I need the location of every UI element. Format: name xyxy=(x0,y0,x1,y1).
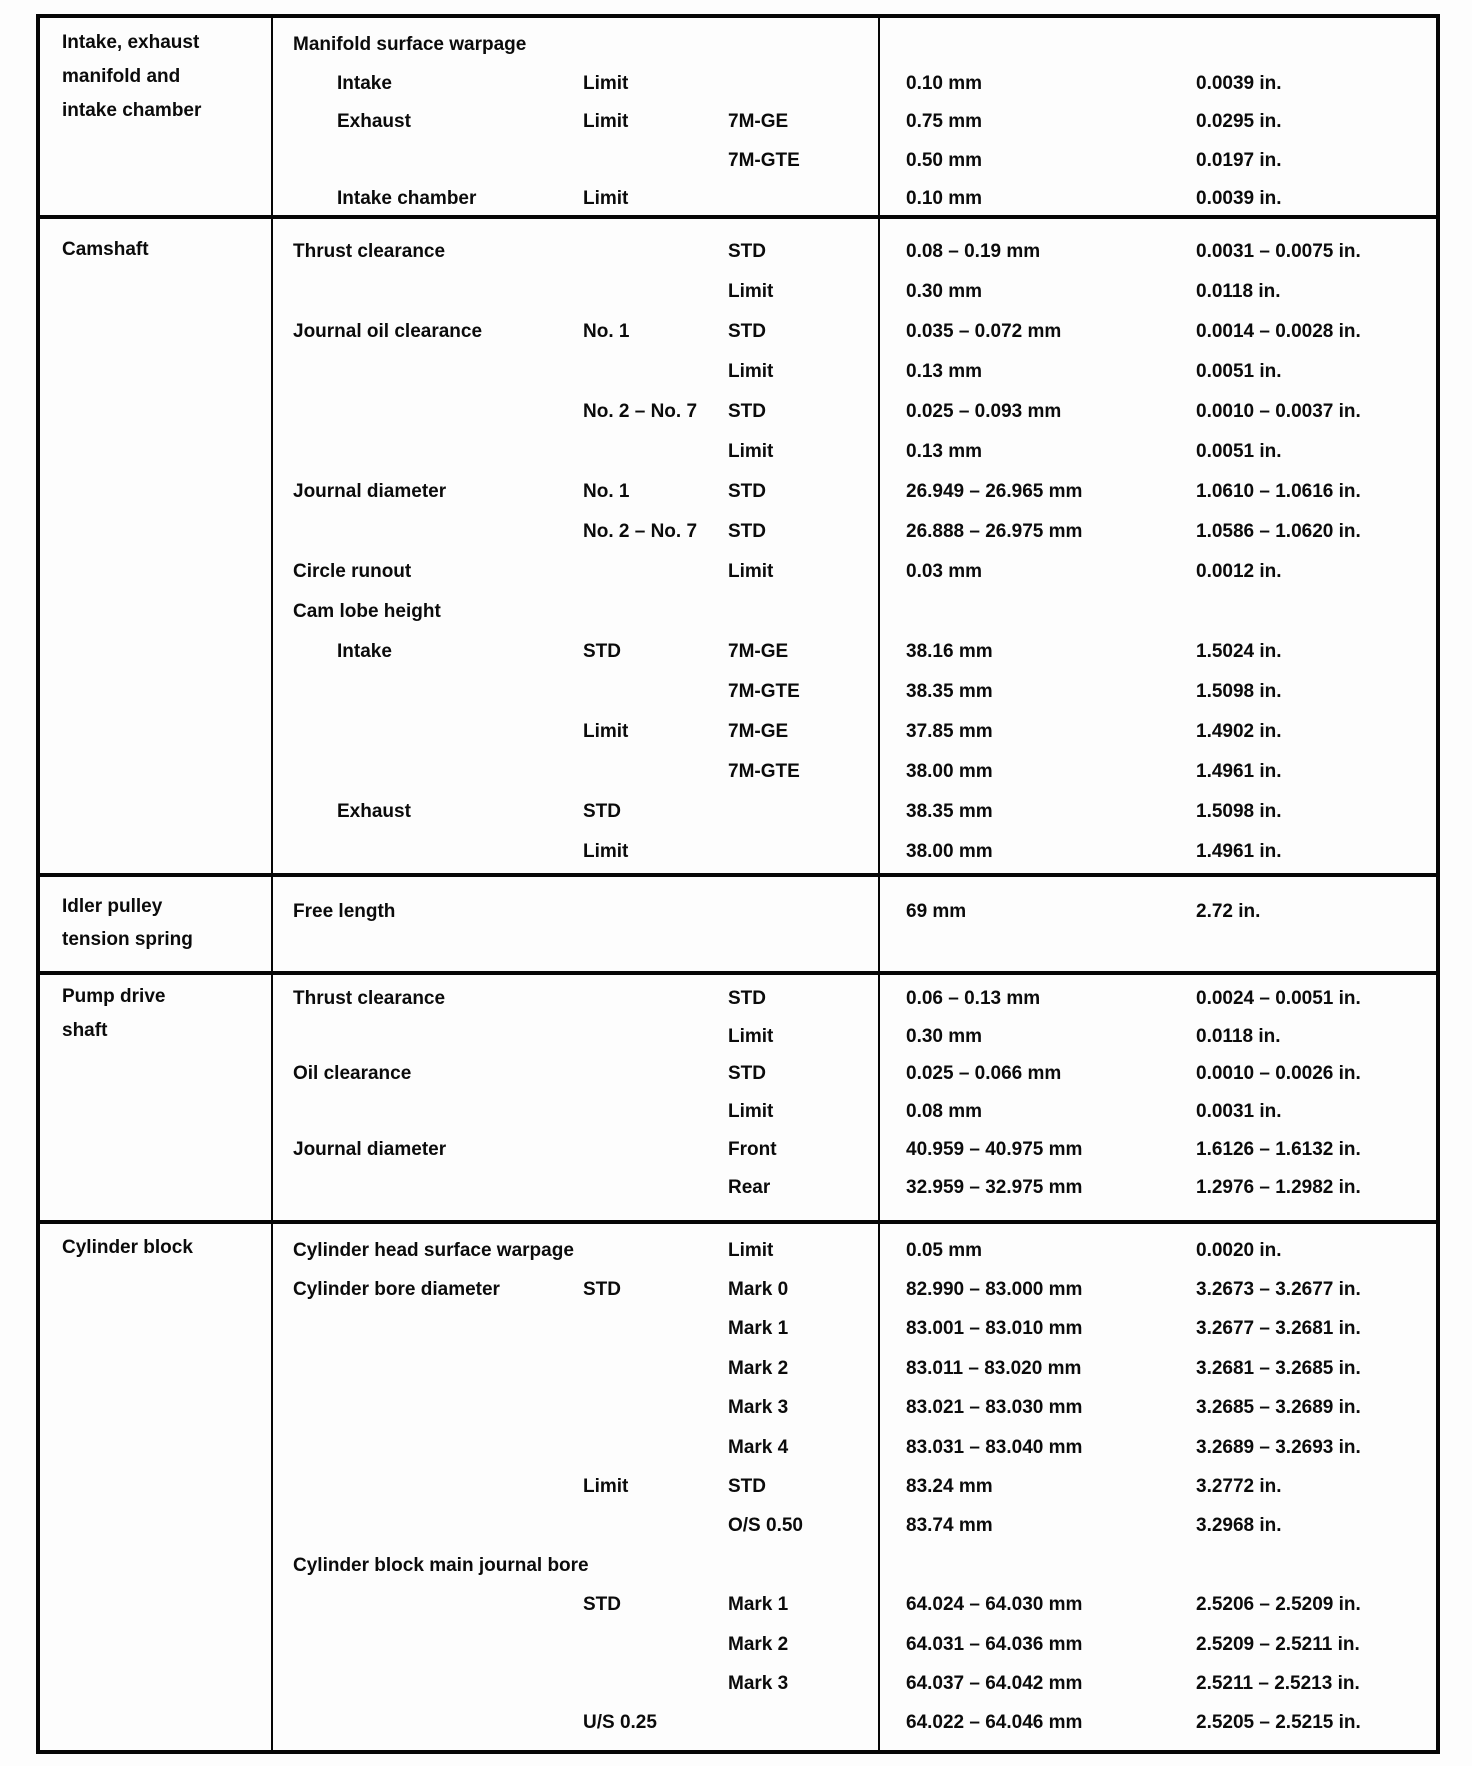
section-rows xyxy=(273,1224,1436,1750)
spec-condition-label: 7M-GTE xyxy=(728,761,800,782)
table-row xyxy=(273,1586,1436,1625)
spec-condition-label: Mark 1 xyxy=(728,1318,789,1340)
table-row xyxy=(273,512,1436,552)
table-row xyxy=(273,552,1436,592)
section-rows xyxy=(273,975,1436,1220)
value-imperial: 1.5098 in. xyxy=(1196,801,1282,822)
table-row xyxy=(273,232,1436,272)
spec-condition-label: Mark 3 xyxy=(728,1397,789,1419)
value-metric: 26.949 – 26.965 mm xyxy=(906,481,1083,502)
value-imperial: 3.2673 – 3.2677 in. xyxy=(1196,1279,1361,1301)
value-imperial: 3.2772 in. xyxy=(1196,1476,1282,1498)
table-row xyxy=(273,1349,1436,1388)
table-row xyxy=(273,1270,1436,1309)
value-metric: 0.05 mm xyxy=(906,1239,983,1261)
value-imperial: 0.0039 in. xyxy=(1196,188,1282,210)
value-metric: 40.959 – 40.975 mm xyxy=(906,1139,1083,1161)
value-imperial: 0.0051 in. xyxy=(1196,441,1282,462)
value-metric: 38.35 mm xyxy=(906,681,993,702)
table-row xyxy=(273,1625,1436,1664)
table-row xyxy=(273,1093,1436,1131)
spec-condition-label: Mark 2 xyxy=(728,1633,789,1655)
values-column-divider xyxy=(878,975,880,1220)
table-row xyxy=(273,792,1436,832)
table-row xyxy=(273,142,1436,181)
spec-item-label: Thrust clearance xyxy=(293,241,446,262)
value-metric: 83.001 – 83.010 mm xyxy=(906,1318,1083,1340)
value-metric: 83.24 mm xyxy=(906,1476,993,1498)
table-row xyxy=(273,103,1436,142)
table-section xyxy=(40,971,1436,1220)
value-imperial: 0.0031 – 0.0075 in. xyxy=(1196,241,1361,262)
spec-table xyxy=(36,14,1440,1754)
value-imperial: 0.0051 in. xyxy=(1196,361,1282,382)
spec-condition-label: STD xyxy=(728,481,766,502)
table-row xyxy=(273,312,1436,352)
spec-condition-label: Limit xyxy=(728,281,774,302)
spec-condition-label: Limit xyxy=(728,1239,774,1261)
spec-condition-label: STD xyxy=(728,401,766,422)
value-imperial: 0.0118 in. xyxy=(1196,281,1281,302)
spec-item-label: Oil clearance xyxy=(293,1063,412,1085)
spec-condition-label: Mark 1 xyxy=(728,1594,789,1616)
value-imperial: 0.0020 in. xyxy=(1196,1239,1282,1261)
value-metric: 0.08 mm xyxy=(906,1101,983,1123)
table-row xyxy=(273,1056,1436,1094)
table-row xyxy=(273,1231,1436,1270)
value-imperial: 2.5206 – 2.5209 in. xyxy=(1196,1594,1361,1616)
value-metric: 82.990 – 83.000 mm xyxy=(906,1279,1083,1301)
value-imperial: 0.0031 in. xyxy=(1196,1101,1282,1123)
value-imperial: 1.0610 – 1.0616 in. xyxy=(1196,481,1361,502)
spec-condition-label: STD xyxy=(728,987,766,1009)
spec-sub-item-label: U/S 0.25 xyxy=(583,1712,657,1734)
spec-sub-item-label: STD xyxy=(583,801,621,822)
value-metric: 0.035 – 0.072 mm xyxy=(906,321,1062,342)
spec-item-label: Circle runout xyxy=(293,561,412,582)
component-name: Idler pulley tension spring xyxy=(40,877,273,971)
spec-condition-label: Limit xyxy=(728,1101,774,1123)
component-name: Camshaft xyxy=(40,219,273,873)
value-metric: 0.025 – 0.093 mm xyxy=(906,401,1062,422)
spec-sub-item-label: No. 2 – No. 7 xyxy=(583,521,698,542)
value-imperial: 0.0010 – 0.0037 in. xyxy=(1196,401,1361,422)
spec-item-label: Cylinder bore diameter xyxy=(293,1279,500,1301)
spec-item-label: Intake xyxy=(337,72,392,94)
value-imperial: 1.6126 – 1.6132 in. xyxy=(1196,1139,1361,1161)
value-metric: 37.85 mm xyxy=(906,721,993,742)
value-imperial: 3.2689 – 3.2693 in. xyxy=(1196,1436,1361,1458)
spec-sub-item-label: STD xyxy=(583,1594,621,1616)
spec-condition-label: Mark 3 xyxy=(728,1672,789,1694)
value-metric: 0.13 mm xyxy=(906,441,983,462)
value-metric: 26.888 – 26.975 mm xyxy=(906,521,1083,542)
table-section xyxy=(40,215,1436,873)
values-column-divider xyxy=(878,1224,880,1750)
spec-condition-label: 7M-GTE xyxy=(728,681,800,702)
table-row xyxy=(273,1131,1436,1169)
spec-condition-label: STD xyxy=(728,1476,766,1498)
values-column-divider xyxy=(878,18,880,215)
table-row xyxy=(273,632,1436,672)
value-metric: 38.35 mm xyxy=(906,801,993,822)
spec-sub-item-label: Limit xyxy=(583,188,629,210)
table-row xyxy=(273,180,1436,219)
value-metric: 0.08 – 0.19 mm xyxy=(906,241,1041,262)
value-metric: 0.30 mm xyxy=(906,1025,983,1047)
table-row xyxy=(273,26,1436,65)
spec-item-label: Intake xyxy=(337,641,392,662)
spec-sub-item-label: No. 1 xyxy=(583,321,630,342)
value-imperial: 0.0010 – 0.0026 in. xyxy=(1196,1063,1361,1085)
table-row xyxy=(273,980,1436,1018)
spec-item-label: Free length xyxy=(293,901,396,922)
value-metric: 0.75 mm xyxy=(906,111,983,133)
value-metric: 0.03 mm xyxy=(906,561,983,582)
value-imperial: 3.2968 in. xyxy=(1196,1515,1282,1537)
table-row xyxy=(273,1428,1436,1467)
table-row xyxy=(273,1704,1436,1743)
spec-condition-label: 7M-GE xyxy=(728,111,789,133)
table-row xyxy=(273,1546,1436,1585)
table-row xyxy=(273,1507,1436,1546)
spec-condition-label: Limit xyxy=(728,561,774,582)
spec-item-label: Exhaust xyxy=(337,801,411,822)
spec-condition-label: STD xyxy=(728,521,766,542)
value-metric: 83.031 – 83.040 mm xyxy=(906,1436,1083,1458)
spec-item-label: Cylinder block main journal bore xyxy=(293,1554,589,1576)
value-imperial: 1.5024 in. xyxy=(1196,641,1282,662)
spec-condition-label: Front xyxy=(728,1139,777,1161)
section-rows xyxy=(273,219,1436,873)
component-name: Cylinder block xyxy=(40,1224,273,1750)
spec-sub-item-label: Limit xyxy=(583,111,629,133)
spec-condition-label: STD xyxy=(728,1063,766,1085)
table-row xyxy=(273,592,1436,632)
spec-condition-label: Limit xyxy=(728,441,774,462)
value-metric: 64.022 – 64.046 mm xyxy=(906,1712,1083,1734)
value-metric: 0.06 – 0.13 mm xyxy=(906,987,1041,1009)
spec-condition-label: Limit xyxy=(728,361,774,382)
spec-condition-label: 7M-GTE xyxy=(728,149,800,171)
spec-condition-label: Rear xyxy=(728,1176,771,1198)
value-metric: 64.037 – 64.042 mm xyxy=(906,1672,1083,1694)
value-imperial: 3.2677 – 3.2681 in. xyxy=(1196,1318,1361,1340)
spec-condition-label: STD xyxy=(728,241,766,262)
value-imperial: 1.2976 – 1.2982 in. xyxy=(1196,1176,1361,1198)
spec-sub-item-label: Limit xyxy=(583,1476,629,1498)
value-imperial: 0.0295 in. xyxy=(1196,111,1282,133)
table-row xyxy=(273,752,1436,792)
table-row xyxy=(273,672,1436,712)
spec-sub-item-label: Limit xyxy=(583,72,629,94)
value-imperial: 2.72 in. xyxy=(1196,901,1261,922)
spec-condition-label: 7M-GE xyxy=(728,641,789,662)
value-metric: 69 mm xyxy=(906,901,967,922)
spec-item-label: Cylinder head surface warpage xyxy=(293,1239,574,1261)
value-imperial: 1.4902 in. xyxy=(1196,721,1282,742)
value-metric: 64.031 – 64.036 mm xyxy=(906,1633,1083,1655)
value-metric: 38.00 mm xyxy=(906,841,993,862)
value-metric: 64.024 – 64.030 mm xyxy=(906,1594,1083,1616)
value-imperial: 3.2685 – 3.2689 in. xyxy=(1196,1397,1361,1419)
spec-sub-item-label: STD xyxy=(583,1279,621,1301)
value-metric: 0.10 mm xyxy=(906,188,983,210)
value-metric: 38.16 mm xyxy=(906,641,993,662)
table-section xyxy=(40,873,1436,971)
values-column-divider xyxy=(878,877,880,971)
component-name: Intake, exhaust manifold and intake chamber xyxy=(40,18,273,215)
value-metric: 83.74 mm xyxy=(906,1515,993,1537)
value-imperial: 0.0118 in. xyxy=(1196,1025,1281,1047)
table-section xyxy=(40,1220,1436,1750)
value-imperial: 0.0024 – 0.0051 in. xyxy=(1196,987,1361,1009)
spec-condition-label: Mark 4 xyxy=(728,1436,789,1458)
spec-sub-item-label: Limit xyxy=(583,841,629,862)
table-row xyxy=(273,832,1436,872)
spec-item-label: Journal diameter xyxy=(293,1139,447,1161)
spec-condition-label: Mark 0 xyxy=(728,1279,789,1301)
table-row xyxy=(273,1389,1436,1428)
table-row xyxy=(273,1169,1436,1207)
value-metric: 0.30 mm xyxy=(906,281,983,302)
component-name: Pump drive shaft xyxy=(40,975,273,1220)
value-metric: 0.50 mm xyxy=(906,149,983,171)
spec-sub-item-label: STD xyxy=(583,641,621,662)
value-metric: 0.10 mm xyxy=(906,72,983,94)
value-metric: 0.025 – 0.066 mm xyxy=(906,1063,1062,1085)
spec-condition-label: O/S 0.50 xyxy=(728,1515,803,1537)
table-row xyxy=(273,272,1436,312)
value-imperial: 2.5209 – 2.5211 in. xyxy=(1196,1633,1360,1655)
value-imperial: 0.0012 in. xyxy=(1196,561,1282,582)
spec-item-label: Thrust clearance xyxy=(293,987,446,1009)
spec-sub-item-label: No. 2 – No. 7 xyxy=(583,401,698,422)
table-section xyxy=(40,18,1436,215)
table-row xyxy=(273,392,1436,432)
value-imperial: 0.0039 in. xyxy=(1196,72,1282,94)
section-rows xyxy=(273,18,1436,215)
table-row xyxy=(273,472,1436,512)
table-row xyxy=(273,1664,1436,1703)
spec-condition-label: 7M-GE xyxy=(728,721,789,742)
spec-sub-item-label: Limit xyxy=(583,721,629,742)
value-imperial: 0.0014 – 0.0028 in. xyxy=(1196,321,1361,342)
values-column-divider xyxy=(878,219,880,873)
spec-item-label: Cam lobe height xyxy=(293,601,441,622)
value-imperial: 1.4961 in. xyxy=(1196,761,1282,782)
table-row xyxy=(273,1310,1436,1349)
spec-item-label: Manifold surface warpage xyxy=(293,34,527,56)
spec-item-label: Exhaust xyxy=(337,111,411,133)
value-imperial: 2.5211 – 2.5213 in. xyxy=(1196,1672,1360,1694)
table-row xyxy=(273,65,1436,104)
value-metric: 38.00 mm xyxy=(906,761,993,782)
value-imperial: 1.5098 in. xyxy=(1196,681,1282,702)
value-imperial: 1.0586 – 1.0620 in. xyxy=(1196,521,1361,542)
table-row xyxy=(273,432,1436,472)
value-metric: 32.959 – 32.975 mm xyxy=(906,1176,1083,1198)
value-imperial: 3.2681 – 3.2685 in. xyxy=(1196,1357,1361,1379)
spec-sub-item-label: No. 1 xyxy=(583,481,630,502)
table-row xyxy=(273,352,1436,392)
value-metric: 83.021 – 83.030 mm xyxy=(906,1397,1083,1419)
value-imperial: 0.0197 in. xyxy=(1196,149,1282,171)
table-row xyxy=(273,893,1436,931)
spec-item-label: Journal diameter xyxy=(293,481,447,502)
spec-condition-label: Limit xyxy=(728,1025,774,1047)
spec-item-label: Journal oil clearance xyxy=(293,321,483,342)
value-imperial: 1.4961 in. xyxy=(1196,841,1282,862)
value-imperial: 2.5205 – 2.5215 in. xyxy=(1196,1712,1361,1734)
value-metric: 0.13 mm xyxy=(906,361,983,382)
table-row xyxy=(273,1467,1436,1506)
spec-item-label: Intake chamber xyxy=(337,188,477,210)
table-row xyxy=(273,1018,1436,1056)
table-row xyxy=(273,712,1436,752)
spec-condition-label: Mark 2 xyxy=(728,1357,789,1379)
section-rows xyxy=(273,877,1436,971)
value-metric: 83.011 – 83.020 mm xyxy=(906,1357,1082,1379)
spec-condition-label: STD xyxy=(728,321,766,342)
